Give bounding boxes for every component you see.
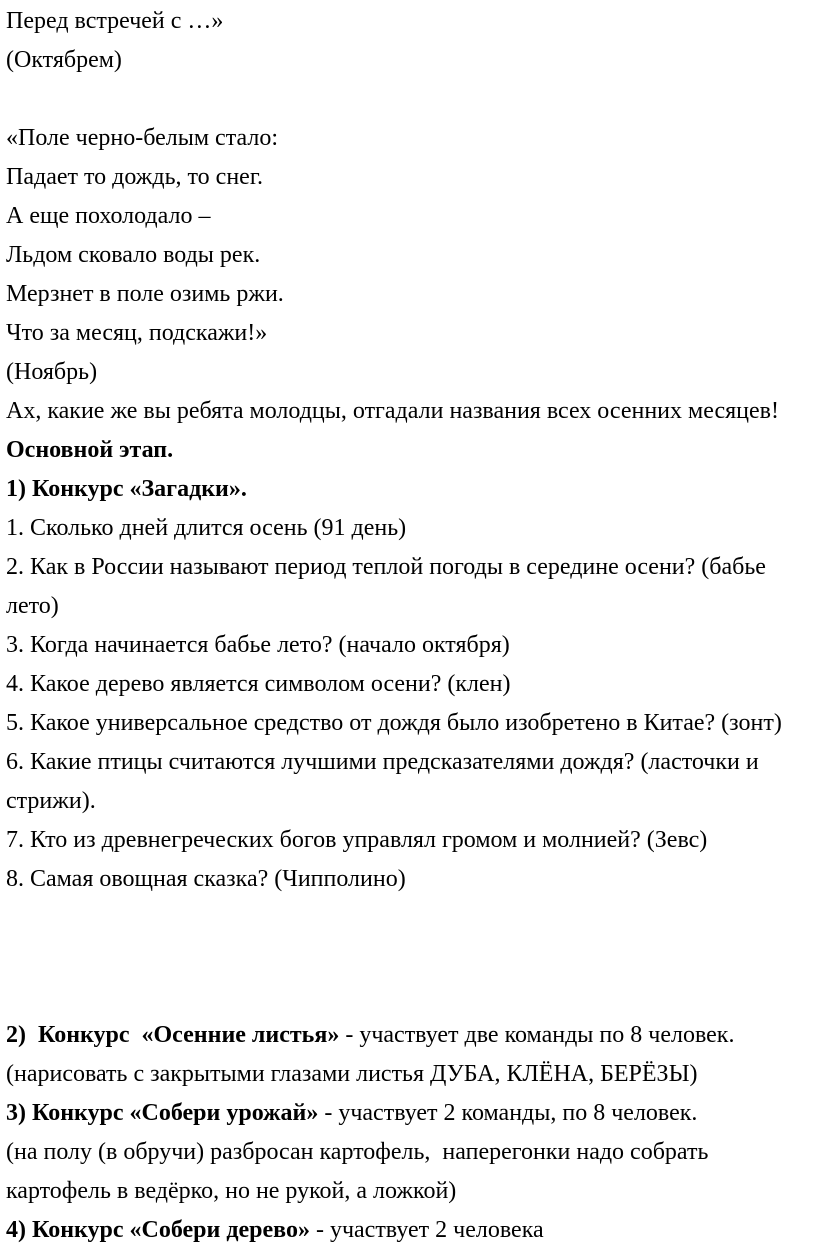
text-run: Что за месяц, подскажи!»	[6, 320, 268, 346]
text-line	[6, 197, 812, 236]
text-run: 2. Как в России называют период теплой погоды в середине осени? (бабье	[6, 554, 766, 580]
text-line	[6, 2, 812, 41]
text-run: «Поле черно-белым стало:	[6, 125, 278, 151]
text-line	[6, 314, 812, 353]
text-line	[6, 860, 812, 899]
text-run: - участвует две команды по 8 человек.	[339, 1022, 735, 1048]
bold-text-run: 4) Конкурс «Собери дерево»	[6, 1217, 310, 1243]
text-line	[6, 392, 812, 431]
text-run: (Октябрем)	[6, 47, 122, 73]
text-run: Ах, какие же вы ребята молодцы, отгадали названия всех осенних месяцев!	[6, 398, 779, 424]
text-run: Падает то дождь, то снег.	[6, 164, 263, 190]
blank-line	[6, 938, 812, 977]
text-line	[6, 626, 812, 665]
text-line	[6, 236, 812, 275]
document-text	[6, 2, 812, 1247]
text-line	[6, 275, 812, 314]
text-run: стрижи).	[6, 788, 96, 814]
text-line	[6, 665, 812, 704]
text-line	[6, 1016, 812, 1055]
blank-line	[6, 80, 812, 119]
text-line	[6, 41, 812, 80]
text-run: (на полу (в обручи) разбросан картофель, наперегонки надо собрать	[6, 1139, 709, 1165]
text-run: (Ноябрь)	[6, 359, 98, 385]
bold-text-run: 1) Конкурс «Загадки».	[6, 476, 247, 502]
text-run: Мерзнет в поле озимь ржи.	[6, 281, 284, 307]
text-run: Льдом сковало воды рек.	[6, 242, 261, 268]
text-run: 3. Когда начинается бабье лето? (начало октября)	[6, 632, 510, 658]
text-line	[6, 431, 812, 470]
bold-text-run: 2) Конкурс «Осенние листья»	[6, 1022, 340, 1048]
text-run: - участвует 2 команды, по 8 человек.	[318, 1100, 698, 1126]
text-line	[6, 821, 812, 860]
text-run: 4. Какое дерево является символом осени? (клен)	[6, 671, 511, 697]
text-line	[6, 782, 812, 821]
text-run: картофель в ведёрко, но не рукой, а ложкой)	[6, 1178, 457, 1204]
text-line	[6, 548, 812, 587]
text-line	[6, 1211, 812, 1247]
text-line	[6, 353, 812, 392]
text-run: (нарисовать с закрытыми глазами листья ДУБА, КЛЁНА, БЕРЁЗЫ)	[6, 1061, 698, 1087]
text-line	[6, 743, 812, 782]
text-run: 7. Кто из древнегреческих богов управлял громом и молнией? (Зевс)	[6, 827, 708, 853]
text-run: Перед встречей с …»	[6, 8, 224, 34]
text-line	[6, 1094, 812, 1133]
text-line	[6, 1133, 812, 1172]
text-line	[6, 704, 812, 743]
text-line	[6, 1055, 812, 1094]
text-run: 5. Какое универсальное средство от дождя было изобретено в Китае? (зонт)	[6, 710, 782, 736]
text-line	[6, 158, 812, 197]
text-run: 8. Самая овощная сказка? (Чипполино)	[6, 866, 406, 892]
blank-line	[6, 977, 812, 1016]
text-run: лето)	[6, 593, 59, 619]
text-line	[6, 1172, 812, 1211]
bold-text-run: Основной этап.	[6, 437, 174, 463]
text-line	[6, 119, 812, 158]
bold-text-run: 3) Конкурс «Собери урожай»	[6, 1100, 319, 1126]
text-run: 1. Сколько дней длится осень (91 день)	[6, 515, 407, 541]
text-line	[6, 587, 812, 626]
text-run: А еще похолодало –	[6, 203, 211, 229]
text-run: - участвует 2 человека	[309, 1217, 544, 1243]
text-line	[6, 509, 812, 548]
text-run: 6. Какие птицы считаются лучшими предсказателями дождя? (ласточки и	[6, 749, 759, 775]
text-line	[6, 470, 812, 509]
blank-line	[6, 899, 812, 938]
